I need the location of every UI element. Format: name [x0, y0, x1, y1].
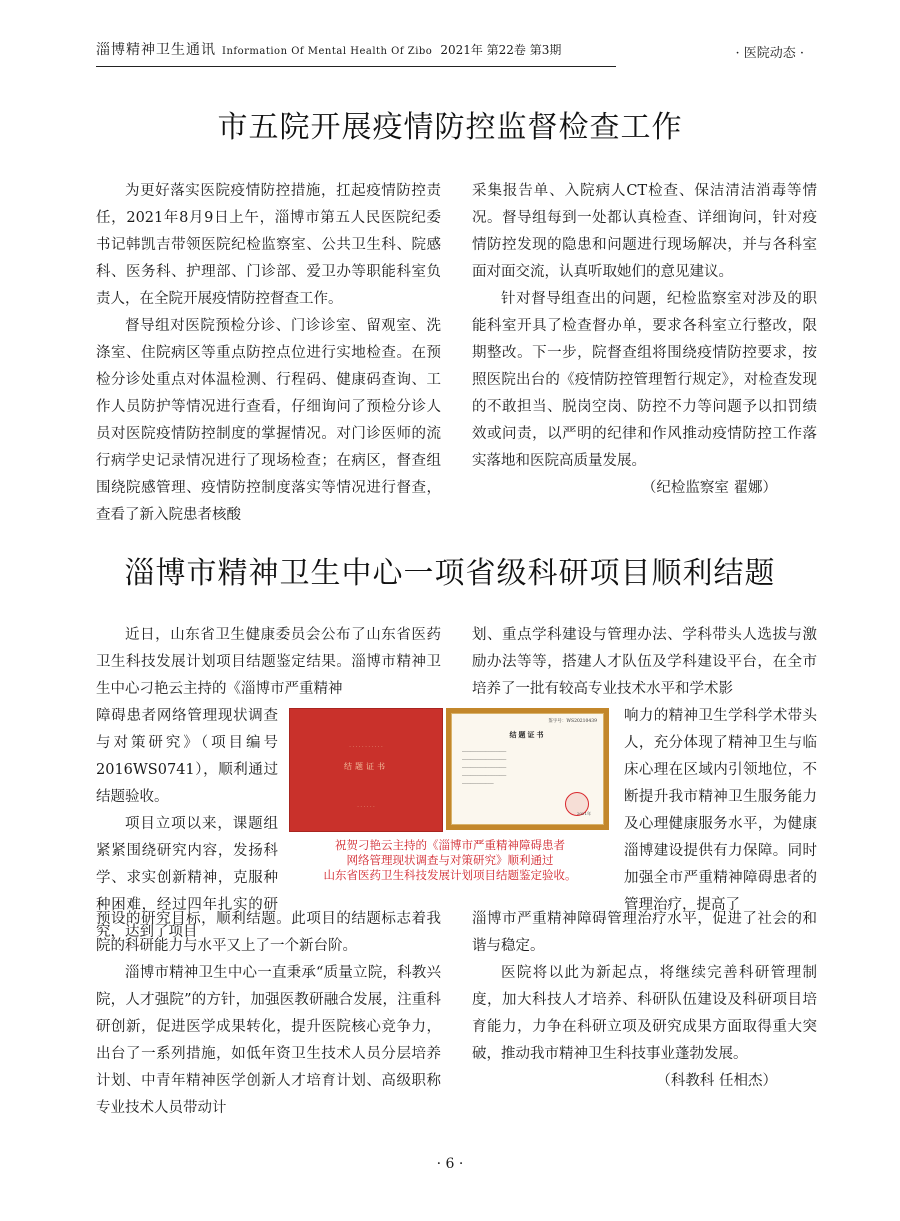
- article1-paragraph: 针对督导组查出的问题，纪检监察室对涉及的职能科室开具了检查督办单，要求各科室立行整改，限期整改。下一步，院督查组将围绕疫情防控要求，按照医院出台的《疫情防控管理暂行规定》，对检查发现的不敢担当、脱岗空岗、防控不力等问题予以扣罚绩效或问责，以严明的纪律和作风推动疫情防控工作落实落地和医院高质量发展。: [472, 291, 817, 469]
- certificate-date: 2021年: [576, 811, 591, 816]
- article1-paragraph: 采集报告单、入院病人CT检查、保洁清洁消毒等情况。督导组每到一处都认真检查、详细询问，针对疫情防控发现的隐患和问题进行现场解决，并与各科室面对面交流，认真听取她们的意见建议。: [472, 183, 817, 280]
- journal-name: 淄博精神卫生通讯: [96, 42, 216, 58]
- article1-right-column: [472, 178, 817, 502]
- article1-title: 市五院开展疫情防控监督检查工作: [217, 110, 683, 145]
- article2-left-bottom: [96, 906, 441, 1122]
- article1-paragraph: 督导组对医院预检分诊、门诊诊室、留观室、洗涤室、住院病区等重点防控点位进行实地检查。在预检分诊处重点对体温检测、行程码、健康码查询、工作人员防护等情况进行查看，仔细询问了预检分诊人员对医院疫情防控制度的掌握情况。对门诊医师的流行病学史记录情况进行了现场检查；在病区，督查组围绕院感管理、疫情防控制度落实等情况进行督查，查看了新入院患者核酸: [96, 318, 441, 523]
- journal-header: [96, 40, 616, 67]
- certificate-page-image: 鉴字号：WS20210439 结题证书 ───────────────────── ───────────────────── ───────────────────── ───────────────────── ─────────────── 2021年: [446, 708, 609, 830]
- certificate-title: 结题证书: [509, 730, 546, 739]
- journal-english-name: Information Of Mental Health Of Zibo: [222, 46, 433, 57]
- certificate-photo: [286, 704, 614, 900]
- article2-paragraph: 障碍患者网络管理现状调查与对策研究》（项目编号2016WS0741），顺利通过结题验收。: [96, 708, 278, 805]
- article2-signature: （科教科 任相杰）: [656, 1073, 777, 1089]
- article2-paragraph: 淄博市精神卫生中心一直秉承“质量立院，科教兴院，人才强院”的方针，加强医教研融合发展，注重科研创新，促进医学成果转化，提升医院核心竞争力，出台了一系列措施，如低年资卫生技术人员分层培养计划、中青年精神医学创新人才培育计划、高级职称专业技术人员带动计: [96, 965, 441, 1116]
- page-number: · 6 ·: [436, 1156, 464, 1172]
- issue-info: 2021年 第22卷 第3期: [440, 43, 562, 57]
- article2-paragraph: 响力的精神卫生学科学术带头人，充分体现了精神卫生与临床心理在区域内引领地位，不断提升我市精神卫生服务能力及心理健康服务水平，为健康淄博建设提供有力保障。同时加强全市严重精神障碍患者的管理治疗，提高了: [624, 708, 817, 913]
- article2-title: 淄博市精神卫生中心一项省级科研项目顺利结题: [124, 556, 776, 591]
- article2-right-narrow: [624, 703, 817, 919]
- article2-paragraph: 近日，山东省卫生健康委员会公布了山东省医药卫生科技发展计划项目结题鉴定结果。淄博市精神卫生中心刁艳云主持的《淄博市严重精神: [96, 627, 441, 697]
- article1-signature: （纪检监察室 翟娜）: [641, 480, 777, 496]
- article2-right-bottom: [472, 906, 817, 1095]
- article1-left-column: [96, 178, 441, 529]
- article1-paragraph: 为更好落实医院疫情防控措施，扛起疫情防控责任，2021年8月9日上午，淄博市第五人民医院纪委书记韩凯吉带领医院纪检监察室、公共卫生科、院感科、医务科、护理部、门诊部、爱卫办等职能科室负责人，在全院开展疫情防控督查工作。: [96, 183, 441, 307]
- article2-paragraph: 项目立项以来，课题组紧紧围绕研究内容，发扬科学、求实创新精神，克服种种困难，经过四年扎实的研究，达到了项目: [96, 816, 278, 940]
- article2-left-top: [96, 622, 441, 703]
- article2-paragraph: 预设的研究目标，顺利结题。此项目的结题标志着我院的科研能力与水平又上了一个新台阶。: [96, 911, 441, 954]
- certificate-cover-image: · · · · · · · · · · · 结题证书 · · · · · ·: [289, 708, 443, 832]
- photo-caption: 祝贺刁艳云主持的《淄博市严重精神障碍患者 网络管理现状调查与对策研究》顺利通过 山东省医药卫生科技发展计划项目结题鉴定验收。: [323, 838, 577, 882]
- article2-paragraph: 划、重点学科建设与管理办法、学科带头人选拔与激励办法等等，搭建人才队伍及学科建设平台，在全市培养了一批有较高专业技术水平和学术影: [472, 627, 817, 697]
- article2-right-top: [472, 622, 817, 703]
- certificate-number: 鉴字号：WS20210439: [548, 719, 597, 724]
- article2-paragraph: 淄博市严重精神障碍管理治疗水平，促进了社会的和谐与稳定。: [472, 911, 817, 954]
- section-tag: · 医院动态 ·: [735, 46, 804, 61]
- article2-paragraph: 医院将以此为新起点，将继续完善科研管理制度，加大科技人才培养、科研队伍建设及科研项目培育能力，力争在科研立项及研究成果方面取得重大突破，推动我市精神卫生科技事业蓬勃发展。: [472, 965, 817, 1062]
- certificate-cover-title: 结题证书: [344, 762, 388, 771]
